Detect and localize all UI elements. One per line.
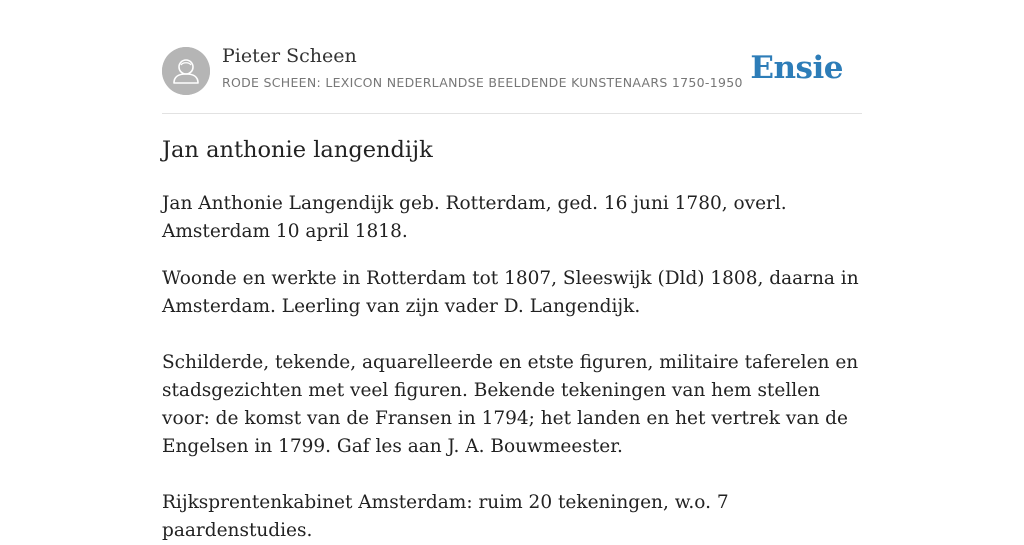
article-header (162, 0, 862, 114)
article-paragraph: Jan Anthonie Langendijk geb. Rotterdam, ged. 16 juni 1780, overl. Amsterdam 10 april 1818. (162, 193, 787, 242)
author-avatar[interactable] (162, 47, 210, 95)
author-name-link[interactable]: Pieter Scheen (222, 45, 357, 67)
ensie-logo[interactable]: Ensie (750, 50, 843, 86)
article-paragraph: Woonde en werkte in Rotterdam tot 1807, Sleeswijk (Dld) 1808, daarna in Amsterdam. Leerling van zijn vader D. Langendijk. (162, 268, 859, 317)
user-icon (162, 47, 210, 95)
article-paragraph: Rijksprentenkabinet Amsterdam: ruim 20 tekeningen, w.o. 7 paardenstudies. (162, 492, 729, 541)
article-title: Jan anthonie langendijk (162, 137, 433, 163)
article-body (162, 190, 862, 545)
page-container (162, 0, 862, 541)
source-link[interactable]: RODE SCHEEN: LEXICON NEDERLANDSE BEELDENDE KUNSTENAARS 1750-1950 (222, 75, 743, 90)
article-paragraph: Schilderde, tekende, aquarelleerde en etste figuren, militaire taferelen en stadsgezichten met veel figuren. Bekende tekeningen van hem stellen voor: de komst van de Fransen in 1794; het landen en het vertrek van de Engelsen in 1799. Gaf les aan J. A. Bouwmeester. (162, 352, 859, 457)
